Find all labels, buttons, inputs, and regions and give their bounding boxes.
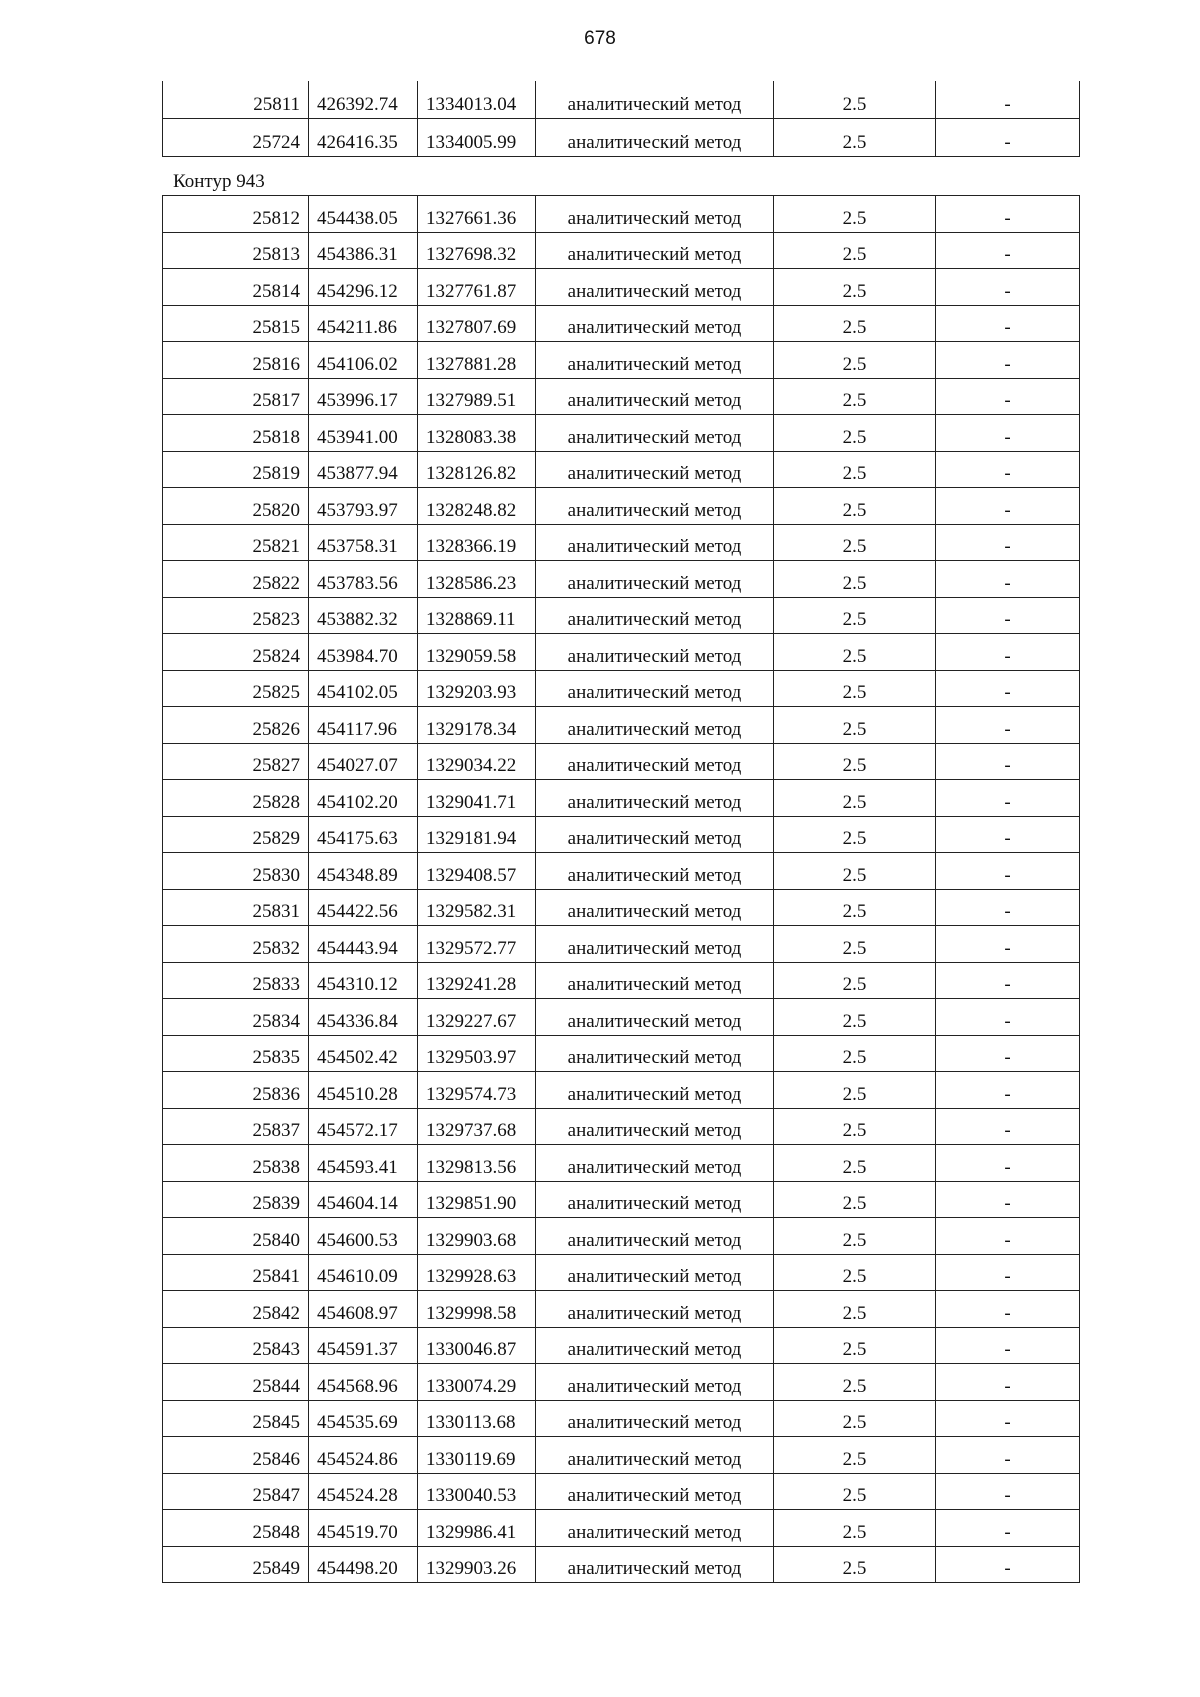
- empty-value-cell: -: [936, 269, 1080, 306]
- empty-value-cell: -: [936, 524, 1080, 561]
- x-coordinate-cell: 426392.74: [309, 81, 418, 119]
- point-number-cell: 25823: [163, 597, 309, 634]
- empty-value-cell: -: [936, 670, 1080, 707]
- y-coordinate-cell: 1329574.73: [418, 1072, 536, 1109]
- method-cell: аналитический метод: [536, 1254, 774, 1291]
- table-row: [163, 1546, 1080, 1583]
- table-row: [163, 962, 1080, 999]
- y-coordinate-cell: 1329181.94: [418, 816, 536, 853]
- table-row: [163, 1327, 1080, 1364]
- method-cell: аналитический метод: [536, 81, 774, 119]
- method-cell: аналитический метод: [536, 524, 774, 561]
- y-coordinate-cell: 1327989.51: [418, 378, 536, 415]
- accuracy-cell: 2.5: [774, 1327, 936, 1364]
- method-cell: аналитический метод: [536, 1035, 774, 1072]
- method-cell: аналитический метод: [536, 1364, 774, 1401]
- x-coordinate-cell: 454610.09: [309, 1254, 418, 1291]
- accuracy-cell: 2.5: [774, 378, 936, 415]
- empty-value-cell: -: [936, 597, 1080, 634]
- point-number-cell: 25847: [163, 1473, 309, 1510]
- point-number-cell: 25839: [163, 1181, 309, 1218]
- point-number-cell: 25841: [163, 1254, 309, 1291]
- table-row: [163, 816, 1080, 853]
- y-coordinate-cell: 1329998.58: [418, 1291, 536, 1328]
- point-number-cell: 25814: [163, 269, 309, 306]
- method-cell: аналитический метод: [536, 342, 774, 379]
- method-cell: аналитический метод: [536, 707, 774, 744]
- point-number-cell: 25817: [163, 378, 309, 415]
- table-row: [163, 451, 1080, 488]
- accuracy-cell: 2.5: [774, 1218, 936, 1255]
- point-number-cell: 25813: [163, 232, 309, 269]
- empty-value-cell: -: [936, 634, 1080, 671]
- y-coordinate-cell: 1327807.69: [418, 305, 536, 342]
- method-cell: аналитический метод: [536, 853, 774, 890]
- table-row: [163, 1254, 1080, 1291]
- table-row: [163, 561, 1080, 598]
- empty-value-cell: -: [936, 196, 1080, 233]
- table-row: [163, 1181, 1080, 1218]
- x-coordinate-cell: 454386.31: [309, 232, 418, 269]
- method-cell: аналитический метод: [536, 1400, 774, 1437]
- y-coordinate-cell: 1329572.77: [418, 926, 536, 963]
- point-number-cell: 25833: [163, 962, 309, 999]
- empty-value-cell: -: [936, 451, 1080, 488]
- method-cell: аналитический метод: [536, 1327, 774, 1364]
- accuracy-cell: 2.5: [774, 415, 936, 452]
- table-row: [163, 415, 1080, 452]
- table-row: [163, 853, 1080, 890]
- empty-value-cell: -: [936, 743, 1080, 780]
- y-coordinate-cell: 1328366.19: [418, 524, 536, 561]
- accuracy-cell: 2.5: [774, 81, 936, 119]
- y-coordinate-cell: 1330040.53: [418, 1473, 536, 1510]
- point-number-cell: 25822: [163, 561, 309, 598]
- table-row: [163, 634, 1080, 671]
- x-coordinate-cell: 454568.96: [309, 1364, 418, 1401]
- empty-value-cell: -: [936, 1291, 1080, 1328]
- method-cell: аналитический метод: [536, 1546, 774, 1583]
- method-cell: аналитический метод: [536, 889, 774, 926]
- y-coordinate-cell: 1329903.26: [418, 1546, 536, 1583]
- empty-value-cell: -: [936, 853, 1080, 890]
- y-coordinate-cell: 1327661.36: [418, 196, 536, 233]
- empty-value-cell: -: [936, 1364, 1080, 1401]
- y-coordinate-cell: 1330074.29: [418, 1364, 536, 1401]
- empty-value-cell: -: [936, 488, 1080, 525]
- accuracy-cell: 2.5: [774, 889, 936, 926]
- table-row: [163, 1108, 1080, 1145]
- y-coordinate-cell: 1327881.28: [418, 342, 536, 379]
- method-cell: аналитический метод: [536, 196, 774, 233]
- accuracy-cell: 2.5: [774, 196, 936, 233]
- y-coordinate-cell: 1329851.90: [418, 1181, 536, 1218]
- method-cell: аналитический метод: [536, 415, 774, 452]
- accuracy-cell: 2.5: [774, 1145, 936, 1182]
- method-cell: аналитический метод: [536, 743, 774, 780]
- empty-value-cell: -: [936, 999, 1080, 1036]
- empty-value-cell: -: [936, 1035, 1080, 1072]
- table-row: [163, 670, 1080, 707]
- method-cell: аналитический метод: [536, 451, 774, 488]
- method-cell: аналитический метод: [536, 305, 774, 342]
- x-coordinate-cell: 454175.63: [309, 816, 418, 853]
- method-cell: аналитический метод: [536, 488, 774, 525]
- method-cell: аналитический метод: [536, 269, 774, 306]
- method-cell: аналитический метод: [536, 816, 774, 853]
- method-cell: аналитический метод: [536, 597, 774, 634]
- table-row: [163, 1437, 1080, 1474]
- table-row: [163, 780, 1080, 817]
- x-coordinate-cell: 454519.70: [309, 1510, 418, 1547]
- accuracy-cell: 2.5: [774, 524, 936, 561]
- y-coordinate-cell: 1329408.57: [418, 853, 536, 890]
- x-coordinate-cell: 454117.96: [309, 707, 418, 744]
- y-coordinate-cell: 1329986.41: [418, 1510, 536, 1547]
- method-cell: аналитический метод: [536, 780, 774, 817]
- coordinates-table-continued: [162, 81, 1080, 157]
- y-coordinate-cell: 1330046.87: [418, 1327, 536, 1364]
- empty-value-cell: -: [936, 1145, 1080, 1182]
- empty-value-cell: -: [936, 342, 1080, 379]
- accuracy-cell: 2.5: [774, 488, 936, 525]
- accuracy-cell: 2.5: [774, 780, 936, 817]
- x-coordinate-cell: 454591.37: [309, 1327, 418, 1364]
- table-row: [163, 1218, 1080, 1255]
- accuracy-cell: 2.5: [774, 232, 936, 269]
- x-coordinate-cell: 454348.89: [309, 853, 418, 890]
- y-coordinate-cell: 1334013.04: [418, 81, 536, 119]
- y-coordinate-cell: 1328126.82: [418, 451, 536, 488]
- y-coordinate-cell: 1334005.99: [418, 119, 536, 157]
- accuracy-cell: 2.5: [774, 305, 936, 342]
- table-row: [163, 743, 1080, 780]
- y-coordinate-cell: 1329041.71: [418, 780, 536, 817]
- method-cell: аналитический метод: [536, 1145, 774, 1182]
- point-number-cell: 25838: [163, 1145, 309, 1182]
- table-row: [163, 1291, 1080, 1328]
- y-coordinate-cell: 1329737.68: [418, 1108, 536, 1145]
- method-cell: аналитический метод: [536, 926, 774, 963]
- y-coordinate-cell: 1330113.68: [418, 1400, 536, 1437]
- method-cell: аналитический метод: [536, 1218, 774, 1255]
- table-row: [163, 926, 1080, 963]
- x-coordinate-cell: 454502.42: [309, 1035, 418, 1072]
- empty-value-cell: -: [936, 1072, 1080, 1109]
- accuracy-cell: 2.5: [774, 1400, 936, 1437]
- point-number-cell: 25811: [163, 81, 309, 119]
- accuracy-cell: 2.5: [774, 670, 936, 707]
- accuracy-cell: 2.5: [774, 1473, 936, 1510]
- x-coordinate-cell: 454102.05: [309, 670, 418, 707]
- method-cell: аналитический метод: [536, 634, 774, 671]
- empty-value-cell: -: [936, 1400, 1080, 1437]
- point-number-cell: 25840: [163, 1218, 309, 1255]
- accuracy-cell: 2.5: [774, 743, 936, 780]
- empty-value-cell: -: [936, 1181, 1080, 1218]
- point-number-cell: 25815: [163, 305, 309, 342]
- x-coordinate-cell: 454310.12: [309, 962, 418, 999]
- x-coordinate-cell: 454535.69: [309, 1400, 418, 1437]
- point-number-cell: 25835: [163, 1035, 309, 1072]
- method-cell: аналитический метод: [536, 1291, 774, 1328]
- y-coordinate-cell: 1329903.68: [418, 1218, 536, 1255]
- accuracy-cell: 2.5: [774, 1437, 936, 1474]
- method-cell: аналитический метод: [536, 999, 774, 1036]
- method-cell: аналитический метод: [536, 232, 774, 269]
- y-coordinate-cell: 1327698.32: [418, 232, 536, 269]
- y-coordinate-cell: 1329203.93: [418, 670, 536, 707]
- y-coordinate-cell: 1330119.69: [418, 1437, 536, 1474]
- point-number-cell: 25845: [163, 1400, 309, 1437]
- point-number-cell: 25844: [163, 1364, 309, 1401]
- point-number-cell: 25837: [163, 1108, 309, 1145]
- y-coordinate-cell: 1329928.63: [418, 1254, 536, 1291]
- x-coordinate-cell: 453941.00: [309, 415, 418, 452]
- table-row: [163, 1145, 1080, 1182]
- method-cell: аналитический метод: [536, 561, 774, 598]
- accuracy-cell: 2.5: [774, 634, 936, 671]
- method-cell: аналитический метод: [536, 1072, 774, 1109]
- point-number-cell: 25848: [163, 1510, 309, 1547]
- x-coordinate-cell: 454498.20: [309, 1546, 418, 1583]
- x-coordinate-cell: 454572.17: [309, 1108, 418, 1145]
- empty-value-cell: -: [936, 1218, 1080, 1255]
- point-number-cell: 25824: [163, 634, 309, 671]
- point-number-cell: 25819: [163, 451, 309, 488]
- x-coordinate-cell: 453882.32: [309, 597, 418, 634]
- contour-label: Контур 943: [173, 171, 265, 192]
- accuracy-cell: 2.5: [774, 707, 936, 744]
- point-number-cell: 25812: [163, 196, 309, 233]
- point-number-cell: 25843: [163, 1327, 309, 1364]
- accuracy-cell: 2.5: [774, 816, 936, 853]
- y-coordinate-cell: 1328869.11: [418, 597, 536, 634]
- method-cell: аналитический метод: [536, 1181, 774, 1218]
- method-cell: аналитический метод: [536, 670, 774, 707]
- accuracy-cell: 2.5: [774, 853, 936, 890]
- x-coordinate-cell: 453877.94: [309, 451, 418, 488]
- accuracy-cell: 2.5: [774, 1254, 936, 1291]
- table-row: [163, 1510, 1080, 1547]
- point-number-cell: 25832: [163, 926, 309, 963]
- table-row: [163, 269, 1080, 306]
- accuracy-cell: 2.5: [774, 561, 936, 598]
- method-cell: аналитический метод: [536, 1108, 774, 1145]
- method-cell: аналитический метод: [536, 1510, 774, 1547]
- table-row: [163, 524, 1080, 561]
- point-number-cell: 25830: [163, 853, 309, 890]
- table-row: [163, 889, 1080, 926]
- point-number-cell: 25821: [163, 524, 309, 561]
- y-coordinate-cell: 1329503.97: [418, 1035, 536, 1072]
- table-row: [163, 707, 1080, 744]
- x-coordinate-cell: 453758.31: [309, 524, 418, 561]
- empty-value-cell: -: [936, 926, 1080, 963]
- empty-value-cell: -: [936, 81, 1080, 119]
- empty-value-cell: -: [936, 232, 1080, 269]
- table-row: [163, 342, 1080, 379]
- empty-value-cell: -: [936, 119, 1080, 157]
- table-row: [163, 232, 1080, 269]
- empty-value-cell: -: [936, 1546, 1080, 1583]
- accuracy-cell: 2.5: [774, 962, 936, 999]
- accuracy-cell: 2.5: [774, 1072, 936, 1109]
- table-row: [163, 488, 1080, 525]
- method-cell: аналитический метод: [536, 962, 774, 999]
- y-coordinate-cell: 1329178.34: [418, 707, 536, 744]
- y-coordinate-cell: 1328083.38: [418, 415, 536, 452]
- table-row: [163, 196, 1080, 233]
- x-coordinate-cell: 453793.97: [309, 488, 418, 525]
- table-row: [163, 378, 1080, 415]
- empty-value-cell: -: [936, 305, 1080, 342]
- table-row: [163, 1400, 1080, 1437]
- accuracy-cell: 2.5: [774, 451, 936, 488]
- empty-value-cell: -: [936, 378, 1080, 415]
- x-coordinate-cell: 454438.05: [309, 196, 418, 233]
- x-coordinate-cell: 454510.28: [309, 1072, 418, 1109]
- accuracy-cell: 2.5: [774, 342, 936, 379]
- point-number-cell: 25836: [163, 1072, 309, 1109]
- accuracy-cell: 2.5: [774, 269, 936, 306]
- empty-value-cell: -: [936, 816, 1080, 853]
- x-coordinate-cell: 454443.94: [309, 926, 418, 963]
- point-number-cell: 25825: [163, 670, 309, 707]
- x-coordinate-cell: 426416.35: [309, 119, 418, 157]
- empty-value-cell: -: [936, 415, 1080, 452]
- x-coordinate-cell: 454027.07: [309, 743, 418, 780]
- y-coordinate-cell: 1329227.67: [418, 999, 536, 1036]
- method-cell: аналитический метод: [536, 1473, 774, 1510]
- empty-value-cell: -: [936, 1108, 1080, 1145]
- accuracy-cell: 2.5: [774, 999, 936, 1036]
- point-number-cell: 25820: [163, 488, 309, 525]
- table-row: [163, 81, 1080, 119]
- coordinates-table-contour-943: [162, 195, 1080, 1583]
- empty-value-cell: -: [936, 1510, 1080, 1547]
- accuracy-cell: 2.5: [774, 1181, 936, 1218]
- empty-value-cell: -: [936, 1254, 1080, 1291]
- y-coordinate-cell: 1329034.22: [418, 743, 536, 780]
- empty-value-cell: -: [936, 1473, 1080, 1510]
- empty-value-cell: -: [936, 707, 1080, 744]
- y-coordinate-cell: 1329813.56: [418, 1145, 536, 1182]
- x-coordinate-cell: 454296.12: [309, 269, 418, 306]
- x-coordinate-cell: 454524.86: [309, 1437, 418, 1474]
- point-number-cell: 25829: [163, 816, 309, 853]
- y-coordinate-cell: 1329582.31: [418, 889, 536, 926]
- page-number: 678: [584, 28, 616, 49]
- accuracy-cell: 2.5: [774, 1546, 936, 1583]
- x-coordinate-cell: 454106.02: [309, 342, 418, 379]
- x-coordinate-cell: 454422.56: [309, 889, 418, 926]
- empty-value-cell: -: [936, 561, 1080, 598]
- x-coordinate-cell: 454608.97: [309, 1291, 418, 1328]
- y-coordinate-cell: 1329241.28: [418, 962, 536, 999]
- x-coordinate-cell: 453984.70: [309, 634, 418, 671]
- point-number-cell: 25827: [163, 743, 309, 780]
- y-coordinate-cell: 1329059.58: [418, 634, 536, 671]
- empty-value-cell: -: [936, 1437, 1080, 1474]
- point-number-cell: 25846: [163, 1437, 309, 1474]
- x-coordinate-cell: 454102.20: [309, 780, 418, 817]
- table-row: [163, 1035, 1080, 1072]
- point-number-cell: 25816: [163, 342, 309, 379]
- y-coordinate-cell: 1328248.82: [418, 488, 536, 525]
- empty-value-cell: -: [936, 889, 1080, 926]
- point-number-cell: 25724: [163, 119, 309, 157]
- x-coordinate-cell: 453783.56: [309, 561, 418, 598]
- table-row: [163, 305, 1080, 342]
- table-row: [163, 1473, 1080, 1510]
- x-coordinate-cell: 454524.28: [309, 1473, 418, 1510]
- y-coordinate-cell: 1327761.87: [418, 269, 536, 306]
- accuracy-cell: 2.5: [774, 1035, 936, 1072]
- table-row: [163, 119, 1080, 157]
- accuracy-cell: 2.5: [774, 1364, 936, 1401]
- table-row: [163, 1364, 1080, 1401]
- x-coordinate-cell: 454604.14: [309, 1181, 418, 1218]
- x-coordinate-cell: 453996.17: [309, 378, 418, 415]
- point-number-cell: 25834: [163, 999, 309, 1036]
- y-coordinate-cell: 1328586.23: [418, 561, 536, 598]
- point-number-cell: 25826: [163, 707, 309, 744]
- x-coordinate-cell: 454600.53: [309, 1218, 418, 1255]
- method-cell: аналитический метод: [536, 1437, 774, 1474]
- accuracy-cell: 2.5: [774, 1291, 936, 1328]
- x-coordinate-cell: 454211.86: [309, 305, 418, 342]
- empty-value-cell: -: [936, 780, 1080, 817]
- accuracy-cell: 2.5: [774, 119, 936, 157]
- point-number-cell: 25818: [163, 415, 309, 452]
- point-number-cell: 25831: [163, 889, 309, 926]
- point-number-cell: 25842: [163, 1291, 309, 1328]
- accuracy-cell: 2.5: [774, 1510, 936, 1547]
- empty-value-cell: -: [936, 962, 1080, 999]
- table-row: [163, 1072, 1080, 1109]
- accuracy-cell: 2.5: [774, 1108, 936, 1145]
- accuracy-cell: 2.5: [774, 926, 936, 963]
- empty-value-cell: -: [936, 1327, 1080, 1364]
- table-row: [163, 999, 1080, 1036]
- point-number-cell: 25849: [163, 1546, 309, 1583]
- method-cell: аналитический метод: [536, 119, 774, 157]
- point-number-cell: 25828: [163, 780, 309, 817]
- table-row: [163, 597, 1080, 634]
- accuracy-cell: 2.5: [774, 597, 936, 634]
- x-coordinate-cell: 454593.41: [309, 1145, 418, 1182]
- x-coordinate-cell: 454336.84: [309, 999, 418, 1036]
- method-cell: аналитический метод: [536, 378, 774, 415]
